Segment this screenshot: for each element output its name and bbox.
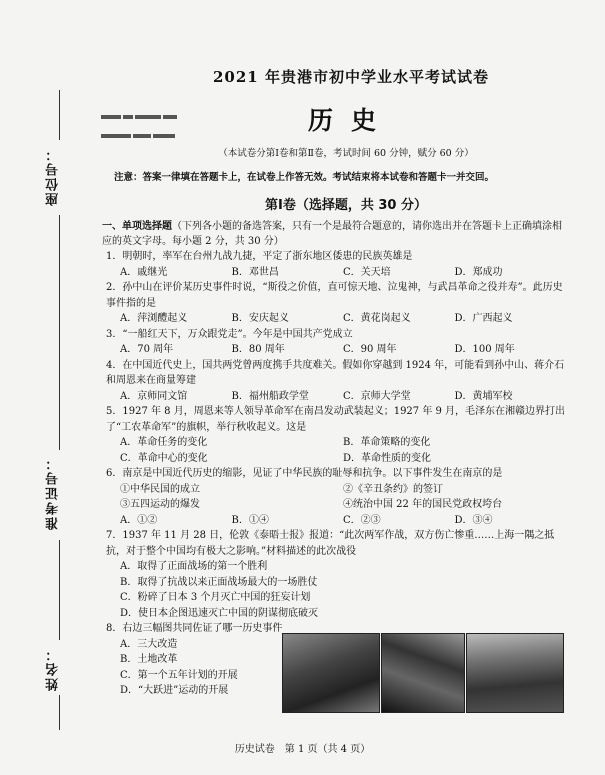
section-label: 一、单项选择题 [102,221,172,232]
historical-photo-1 [282,633,380,713]
statement-4: ④统治中国 22 年的国民党政权垮台 [343,499,503,510]
statement-3: ③五四运动的爆发 [120,499,200,510]
option-a: A．70 周年 [120,344,174,355]
historical-photo-2 [381,633,465,713]
option-list [106,311,566,327]
option-c: C．第一个五年计划的开展 [120,669,238,681]
name-label: 姓名： [46,646,61,691]
option-d: D．③④ [454,514,493,526]
option-b: B．①④ [231,514,269,526]
option-list [106,559,566,621]
question-stem: 3．“一船红天下，万众跟党走”。今年是中国共产党成立 [106,328,353,340]
option-c: C．关天培 [343,266,391,278]
exam-title: 2021 年贵港市初中学业水平考试试卷 [213,68,489,86]
statement-2: ②《辛丑条约》的签订 [343,483,443,495]
option-c: C．革命中心的变化 [120,452,208,464]
divider [59,695,60,730]
exam-scope-note: （本试卷分第Ⅰ卷和第Ⅱ卷，考试时间 60 分钟，赋分 60 分） [218,148,474,159]
option-a: A．萍浏醴起义 [120,313,188,324]
option-d: D．100 周年 [454,344,515,355]
question-1 [106,249,566,280]
option-b: B．80 周年 [231,344,285,355]
exam-body [102,66,566,699]
question-2 [106,280,566,327]
option-a: A．戚继光 [120,266,168,278]
option-list [106,389,566,405]
question-stem: 2．孙中山在评价某历史事件时说，“斯役之价值，直可惊天地、泣鬼神，与武昌革命之役并寿”。此历史事件指的是 [106,282,563,309]
statement-1: ①中华民国的成立 [120,483,200,495]
section-instructions: （下列各小题的备选答案，只有一个是最符合题意的，请你选出并在答题卡上正确填涂相应的英文字母。每小题 2 分，共 30 分） [102,221,562,247]
question-stem: 5．1927 年 8 月，周恩来等人领导革命军在南昌发动武装起义；1927 年 9 月，毛泽东在湘赣边界打出了“工农革命军”的旗帜，举行秋收起义。这是 [106,406,566,433]
option-d: D．郑成功 [454,266,503,278]
divider [59,540,60,640]
option-a: A．①② [120,514,158,526]
question-4 [106,358,566,405]
divider [59,90,60,140]
page-footer: 历史试卷 第 1 页（共 4 页） [234,744,371,755]
option-a: A．革命任务的变化 [120,437,208,448]
option-list [106,265,566,281]
option-d: D．使日本企图迅速灭亡中国的阴谋彻底破灭 [120,607,319,619]
option-c: C．黄花岗起义 [343,313,411,324]
question-stem: 7．1937 年 11 月 28 日，伦敦《泰晤士报》报道：“此次两军作战，双方伤亡惨重……上海一隅之抵抗，对于整个中国均有极大之影响。”材料描述的此次战役 [106,530,555,557]
option-c: C．京师大学堂 [343,390,411,402]
option-d: D．广西起义 [454,313,513,324]
statement-list [106,482,566,513]
option-d: D．黄埔军校 [454,390,513,402]
divider [59,215,60,450]
option-list [106,342,566,358]
question-stem: 6．南京是中国近代历史的缩影，见证了中华民族的耻辱和抗争。以下事件发生在南京的是 [106,468,503,479]
option-c: C．粉碎了日本 3 个月灭亡中国的狂妄计划 [120,592,311,603]
subject-title: 历史 [307,106,394,135]
seat-number-label: 座位号： [46,146,61,206]
option-c: C．②③ [343,514,381,526]
option-d: D．革命性质的变化 [343,452,432,464]
section-heading [102,219,566,249]
option-b: B．革命策略的变化 [343,437,431,448]
option-a: A．三大改造 [120,638,178,650]
exam-id-label: 准考证号： [46,455,61,530]
question-stem: 1．明朝时，率军在台州九战九捷，平定了浙东地区倭患的民族英雄是 [106,251,413,262]
option-c: C．90 周年 [343,344,397,355]
historical-photos [282,633,562,711]
question-stem: 4．在中国近代史上，国共两党曾两度携手共度难关。假如你穿越到 1924 年，可能看到孙中山、蒋介石和周恩来在商量筹建 [106,359,565,386]
option-b: B．邓世昌 [231,266,279,278]
historical-photo-3 [466,633,564,713]
option-a: A．京师同文馆 [120,390,188,402]
exam-notice: 注意：答案一律填在答题卡上，在试卷上作答无效。考试结束将本试卷和答题卡一并交回。 [114,172,495,183]
option-b: B．取得了抗战以来正面战场最大的一场胜仗 [120,576,318,588]
question-7 [106,528,566,621]
option-d: D．“大跃进”运动的开展 [120,685,229,696]
option-list [106,513,566,529]
binding-margin [36,90,66,730]
question-8 [106,621,566,699]
option-b: B．安庆起义 [231,313,289,324]
option-b: B．福州船政学堂 [231,390,309,402]
option-list [106,435,566,466]
question-5 [106,404,566,466]
part-one-title: 第Ⅰ卷（选择题，共 30 分） [265,198,427,213]
option-a: A．取得了正面战场的第一个胜利 [120,561,268,572]
question-3 [106,327,566,358]
option-b: B．土地改革 [120,654,178,665]
question-stem: 8．右边三幅图共同佐证了哪一历史事件 [106,623,283,634]
question-6 [106,466,566,528]
